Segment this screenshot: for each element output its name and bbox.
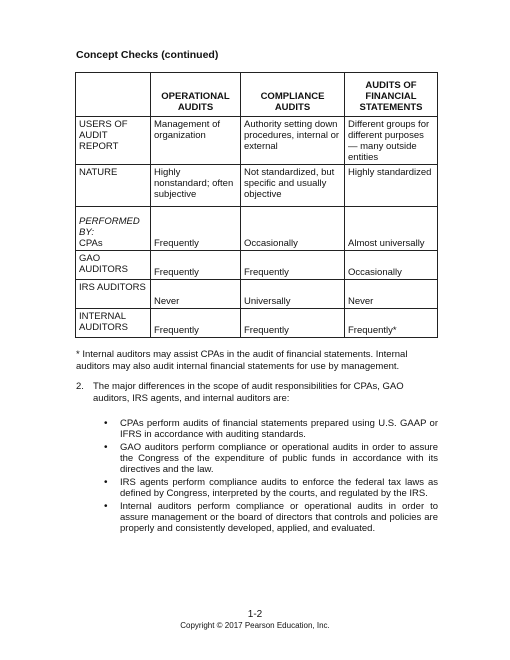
- header-financial: AUDITS OF FINANCIAL STATEMENTS: [345, 73, 438, 117]
- table-cell: Occasionally: [241, 207, 345, 251]
- table-footnote: * Internal auditors may assist CPAs in the audit of financial statements. Internal auditors may also audit internal financial statements for use by management.: [76, 349, 408, 372]
- table-cell: Frequently*: [345, 309, 438, 338]
- table-row-cpas: [76, 207, 438, 251]
- table-cell: Frequently: [151, 207, 241, 251]
- bullet-list: [104, 418, 438, 536]
- table-cell: Never: [151, 280, 241, 309]
- bullet-icon: •: [104, 442, 108, 453]
- item-text: The major differences in the scope of audit responsibilities for CPAs, GAO auditors, IRS agents, and internal auditors are:: [93, 381, 404, 404]
- row-label: IRS AUDITORS: [76, 280, 151, 309]
- table-cell: Authority setting down procedures, internal or external: [241, 117, 345, 165]
- header-cell-empty: [76, 73, 151, 117]
- table-row-gao: [76, 251, 438, 280]
- table-cell: Highly standardized: [345, 165, 438, 207]
- table-header-row: [76, 73, 438, 117]
- table-cell: Frequently: [241, 251, 345, 280]
- table-cell: Different groups for different purposes — many outside entities: [345, 117, 438, 165]
- list-item-text: GAO auditors perform compliance or operational audits in order to assure the Congress of the expenditure of public funds in accordance with its directives and the law.: [120, 442, 438, 475]
- header-compliance: COMPLIANCE AUDITS: [241, 73, 345, 117]
- concept-checks-table: [75, 72, 438, 338]
- table-cell: Not standardized, but specific and usually objective: [241, 165, 345, 207]
- copyright-notice: Copyright © 2017 Pearson Education, Inc.: [180, 621, 330, 630]
- table-row-internal: [76, 309, 438, 338]
- table-row-users: [76, 117, 438, 165]
- table-cell: Never: [345, 280, 438, 309]
- row-label: GAO AUDITORS: [76, 251, 151, 280]
- row-label: CPAs: [79, 238, 103, 249]
- list-item: [104, 442, 438, 475]
- page-number: 1-2: [247, 609, 263, 620]
- table-cell: Universally: [241, 280, 345, 309]
- row-label-cpas: [76, 207, 151, 251]
- page-heading: Concept Checks (continued): [76, 49, 219, 61]
- table-cell: Occasionally: [345, 251, 438, 280]
- list-item-text: CPAs perform audits of financial statements prepared using U.S. GAAP or IFRS in accordance with auditing standards.: [120, 418, 438, 440]
- row-label: INTERNAL AUDITORS: [76, 309, 151, 338]
- table-row-nature: [76, 165, 438, 207]
- bullet-icon: •: [104, 477, 108, 488]
- numbered-item-2: [76, 381, 438, 404]
- table-row-irs: [76, 280, 438, 309]
- table-cell: Highly nonstandard; often subjective: [151, 165, 241, 207]
- table-cell: Frequently: [151, 309, 241, 338]
- list-item-text: IRS agents perform compliance audits to enforce the federal tax laws as defined by Congress, interpreted by the courts, and regulated by the IRS.: [120, 477, 438, 499]
- bullet-icon: •: [104, 501, 108, 512]
- bullet-icon: •: [104, 418, 108, 429]
- item-number: 2.: [76, 381, 84, 392]
- list-item: [104, 501, 438, 534]
- performed-by-label: PERFORMED BY:: [79, 216, 140, 238]
- table-cell: Frequently: [241, 309, 345, 338]
- list-item-text: Internal auditors perform compliance or operational audits in order to assure management or the board of directors that controls and policies are properly and consistently developed, applied, and evaluated.: [120, 501, 438, 534]
- row-label: NATURE: [76, 165, 151, 207]
- row-label: USERS OF AUDIT REPORT: [76, 117, 151, 165]
- table-cell: Frequently: [151, 251, 241, 280]
- header-operational: OPERATIONAL AUDITS: [151, 73, 241, 117]
- table-cell: Almost universally: [345, 207, 438, 251]
- list-item: [104, 477, 438, 499]
- table-cell: Management of organization: [151, 117, 241, 165]
- list-item: [104, 418, 438, 440]
